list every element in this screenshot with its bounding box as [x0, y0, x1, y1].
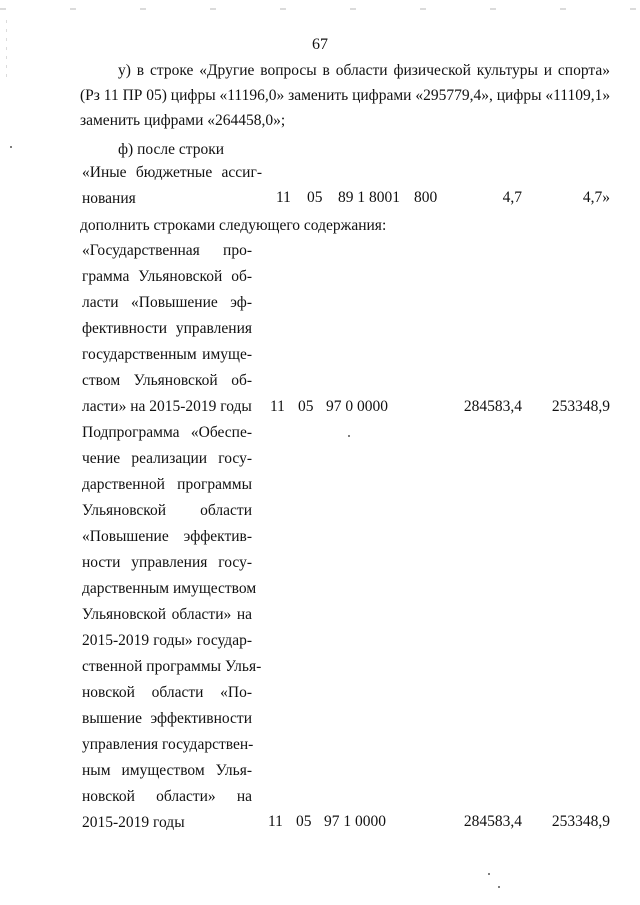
- row-subprogram-desc-line: вышение эффективности: [82, 710, 252, 727]
- row-program-desc: [82, 238, 252, 420]
- scan-speck: [498, 886, 500, 888]
- row-other-desc: [82, 160, 262, 212]
- row-program-desc-line: ласти» на 2015-2019 годы: [82, 398, 252, 415]
- row-other-vr: 800: [414, 189, 438, 206]
- row-program-desc-line: «Государственная про-: [82, 242, 252, 259]
- row-program-pr: 05: [298, 398, 314, 415]
- row-program-desc-line: ством Ульяновской об-: [82, 372, 252, 389]
- row-subprogram-desc-line: новской области» на: [82, 788, 252, 805]
- row-subprogram-desc-line: дарственным имуществом: [82, 580, 257, 597]
- row-program-rz: 11: [270, 398, 285, 415]
- row-subprogram-desc-line: управления государствен-: [82, 736, 254, 753]
- row-subprogram-desc: [82, 420, 262, 836]
- page-number: 67: [312, 36, 328, 53]
- row-program-sum1: 284583,4: [463, 398, 522, 415]
- scan-speck: [488, 873, 490, 875]
- para-u-line3: заменить цифрами «264458,0»;: [80, 112, 286, 129]
- row-other-rz: 11: [276, 189, 291, 206]
- para-u-line1: у) в строке «Другие вопросы в области физической культуры и спорта»: [118, 62, 610, 79]
- row-subprogram-pr: 05: [296, 813, 312, 830]
- row-subprogram-desc-line: «Повышение эффектив-: [82, 528, 252, 545]
- row-program-sum2: 253348,9: [551, 398, 610, 415]
- row-program-desc-line: грамма Ульяновской об-: [82, 268, 252, 285]
- row-other-desc-line: «Иные бюджетные ассиг-: [82, 164, 262, 181]
- row-subprogram-rz: 11: [268, 813, 283, 830]
- row-other-pr: 05: [307, 189, 323, 206]
- row-subprogram-desc-line: ным имуществом Улья-: [82, 762, 252, 779]
- row-subprogram-desc-line: 2015-2019 годы: [82, 814, 185, 831]
- row-subprogram-desc-line: дарственной программы: [82, 476, 252, 493]
- row-other-csr: 89 1 8001: [338, 189, 400, 206]
- row-subprogram-sum1: 284583,4: [463, 813, 522, 830]
- row-subprogram-desc-line: ности управления госу-: [82, 554, 252, 571]
- scan-speck: [10, 146, 12, 148]
- row-subprogram-desc-line: Ульяновской области: [82, 502, 252, 519]
- scan-artifact-top: [0, 8, 640, 10]
- row-subprogram-desc-line: чение реализации госу-: [82, 450, 252, 467]
- supplement-text: дополнить строками следующего содержания:: [80, 217, 387, 234]
- row-subprogram-desc-line: Подпрограмма «Обеспе-: [82, 424, 252, 441]
- para-u-line2: (Рз 11 ПР 05) цифры «11196,0» заменить цифрами «295779,4», цифры «11109,1»: [80, 87, 611, 104]
- row-subprogram-csr: 97 1 0000: [324, 813, 386, 830]
- row-program-desc-line: государственным имуще-: [82, 346, 252, 363]
- row-subprogram-desc-line: Ульяновской области» на: [82, 606, 252, 623]
- row-program-desc-line: ласти «Повышение эф-: [82, 294, 252, 311]
- para-f: ф) после строки: [118, 141, 225, 158]
- row-other-sum2: 4,7»: [582, 189, 610, 206]
- row-program-csr: 97 0 0000: [326, 398, 388, 415]
- row-other-desc-line: нования: [82, 190, 136, 207]
- row-subprogram-desc-line: ственной программы Улья-: [82, 658, 262, 675]
- row-subprogram-sum2: 253348,9: [551, 813, 610, 830]
- scan-speck: [348, 435, 350, 437]
- row-other-sum1: 4,7: [502, 189, 522, 206]
- row-subprogram-desc-line: 2015-2019 годы» государ-: [82, 632, 252, 649]
- row-subprogram-desc-line: новской области «По-: [82, 684, 252, 701]
- row-program-desc-line: фективности управления: [82, 320, 252, 337]
